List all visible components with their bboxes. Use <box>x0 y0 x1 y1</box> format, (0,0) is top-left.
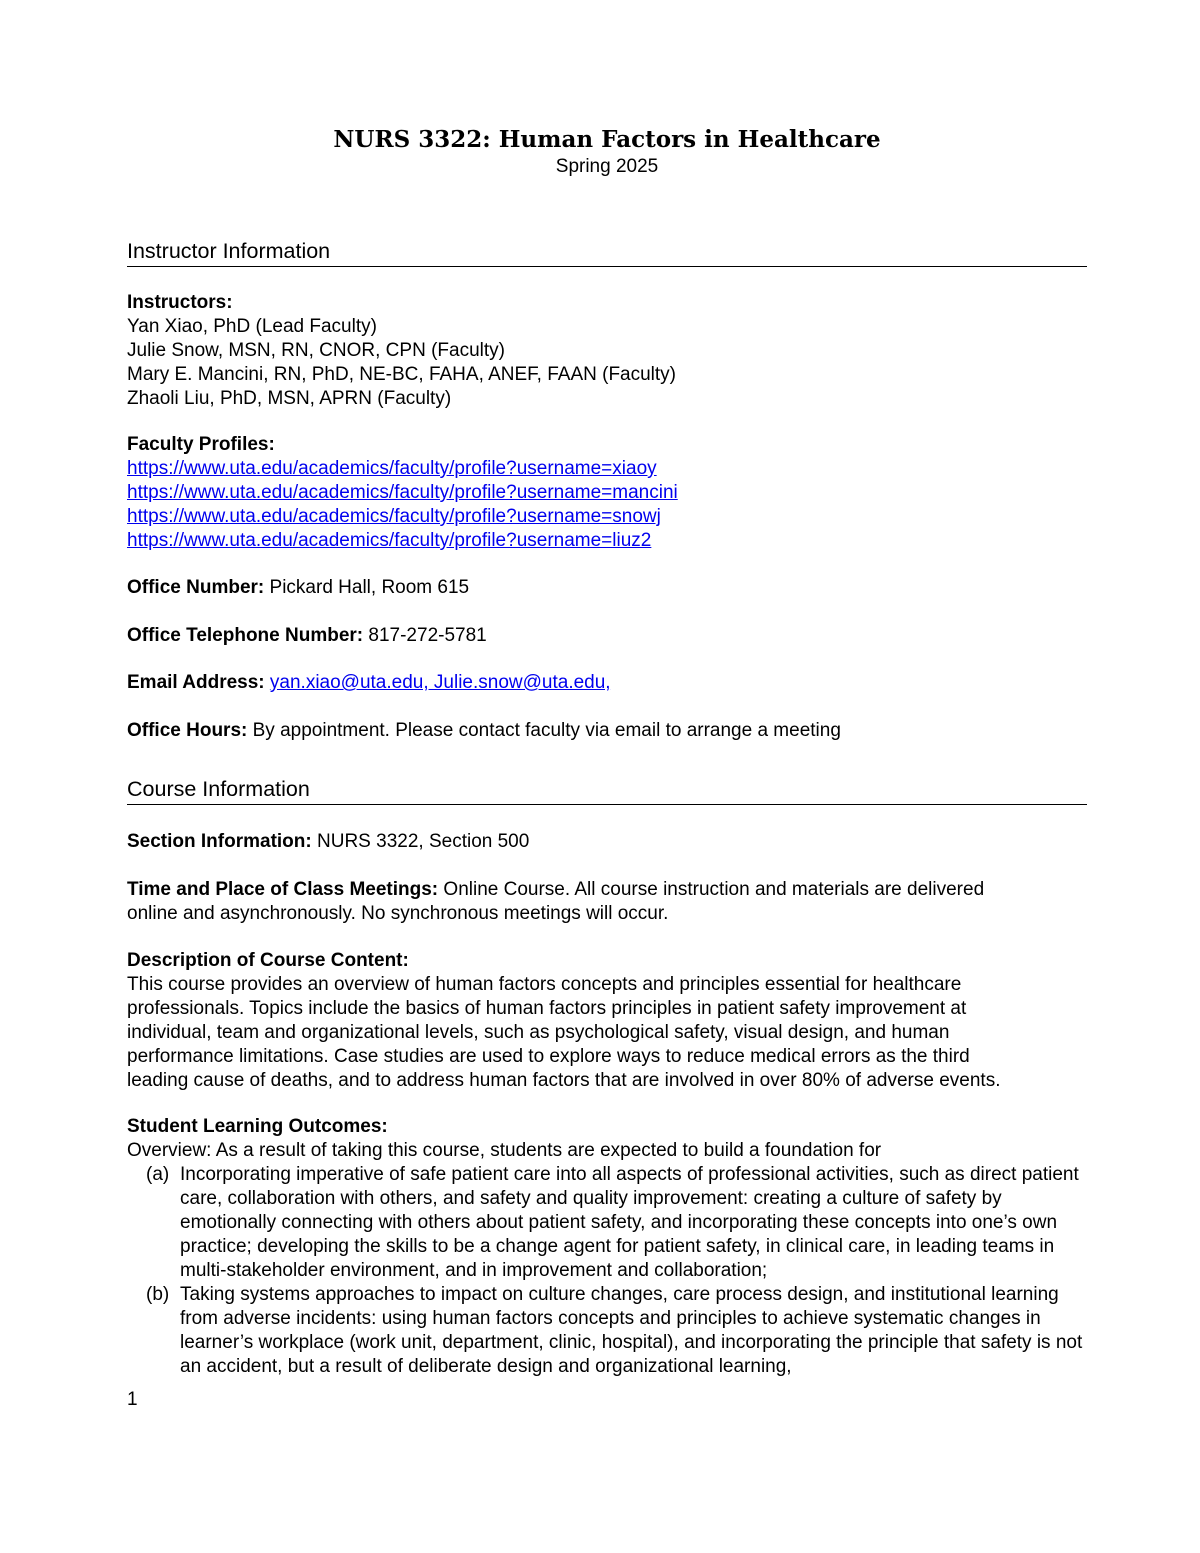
outcome-marker: (b) <box>146 1284 170 1305</box>
faculty-profiles-label: Faculty Profiles: <box>127 434 275 455</box>
instructor-item: Yan Xiao, PhD (Lead Faculty) <box>127 316 377 337</box>
class-meetings-value-cont: online and asynchronously. No synchronous meetings will occur. <box>127 903 669 924</box>
section-info-value: NURS 3322, Section 500 <box>311 831 530 852</box>
office-phone-label: Office Telephone Number: <box>127 625 364 646</box>
email-link[interactable]: yan.xiao@uta.edu, Julie.snow@uta.edu, <box>269 672 611 693</box>
learning-outcomes-overview: Overview: As a result of taking this course, students are expected to build a foundation for <box>127 1140 882 1161</box>
email-label: Email Address: <box>127 672 265 693</box>
class-meetings-block <box>127 878 1087 926</box>
office-phone-line <box>127 624 1087 648</box>
section-info-label: Section Information: <box>127 831 312 852</box>
course-description-label: Description of Course Content: <box>127 950 409 971</box>
faculty-profile-link[interactable]: https://www.uta.edu/academics/faculty/profile?username=snowj <box>127 506 661 527</box>
class-meetings-label: Time and Place of Class Meetings: <box>127 879 439 900</box>
instructors-label: Instructors: <box>127 292 233 313</box>
learning-outcome-item <box>127 1163 1087 1283</box>
faculty-profile-link[interactable]: https://www.uta.edu/academics/faculty/profile?username=liuz2 <box>127 530 652 551</box>
office-number-value: Pickard Hall, Room 615 <box>264 577 470 598</box>
email-line <box>127 671 1087 695</box>
outcome-text: Incorporating imperative of safe patient care into all aspects of professional activities, such as direct patient care, collaboration with others, and safety and quality improvement: creating a culture of safety by emotionally connecting with others about patient safety, and incorporating these concepts into one’s own practice; developing the skills to be a change agent for patient safety, in clinical care, in leading teams in multi-stakeholder environment, and in improvement and collaboration; <box>180 1164 1079 1281</box>
course-description-line: This course provides an overview of human factors concepts and principles essential for healthcare <box>127 974 962 995</box>
faculty-profile-link[interactable]: https://www.uta.edu/academics/faculty/profile?username=xiaoy <box>127 458 657 479</box>
section-info-line <box>127 830 1087 854</box>
course-description-line: professionals. Topics include the basics of human factors principles in patient safety improvement at <box>127 998 967 1019</box>
office-number-line <box>127 576 1087 600</box>
outcome-text: Taking systems approaches to impact on culture changes, care process design, and institutional learning from adverse incidents: using human factors concepts and principles to achieve systematic changes in learner’s workplace (work unit, department, clinic, hospital), and incorporating the principle that safety is not an accident, but a result of deliberate design and organizational learning, <box>180 1284 1083 1377</box>
document-subtitle: Spring 2025 <box>555 156 659 177</box>
faculty-profiles-block <box>127 433 1087 553</box>
page-number: 1 <box>127 1389 138 1410</box>
outcome-marker: (a) <box>146 1164 170 1185</box>
course-description-line: leading cause of deaths, and to address human factors that are involved in over 80% of adverse events. <box>127 1070 1001 1091</box>
office-hours-value: By appointment. Please contact faculty via email to arrange a meeting <box>247 720 841 741</box>
section-heading-instructor: Instructor Information <box>127 238 1087 267</box>
instructors-block <box>127 291 1087 411</box>
learning-outcomes-label: Student Learning Outcomes: <box>127 1116 388 1137</box>
instructor-item: Julie Snow, MSN, RN, CNOR, CPN (Faculty) <box>127 340 505 361</box>
document-title: NURS 3322: Human Factors in Healthcare <box>333 126 881 153</box>
learning-outcome-item <box>127 1283 1087 1379</box>
course-description-line: performance limitations. Case studies are used to explore ways to reduce medical errors as the third <box>127 1046 970 1067</box>
instructor-item: Zhaoli Liu, PhD, MSN, APRN (Faculty) <box>127 388 452 409</box>
course-description-block <box>127 949 1087 1093</box>
office-hours-line <box>127 719 1087 743</box>
office-phone-value: 817-272-5781 <box>363 625 487 646</box>
office-number-label: Office Number: <box>127 577 265 598</box>
office-hours-label: Office Hours: <box>127 720 248 741</box>
course-description-line: individual, team and organizational levels, such as psychological safety, visual design, and human <box>127 1022 950 1043</box>
instructor-item: Mary E. Mancini, RN, PhD, NE-BC, FAHA, ANEF, FAAN (Faculty) <box>127 364 677 385</box>
learning-outcomes-block <box>127 1115 1087 1379</box>
section-heading-course: Course Information <box>127 776 1087 805</box>
faculty-profile-link[interactable]: https://www.uta.edu/academics/faculty/profile?username=mancini <box>127 482 678 503</box>
class-meetings-value: Online Course. All course instruction and materials are delivered <box>438 879 985 900</box>
